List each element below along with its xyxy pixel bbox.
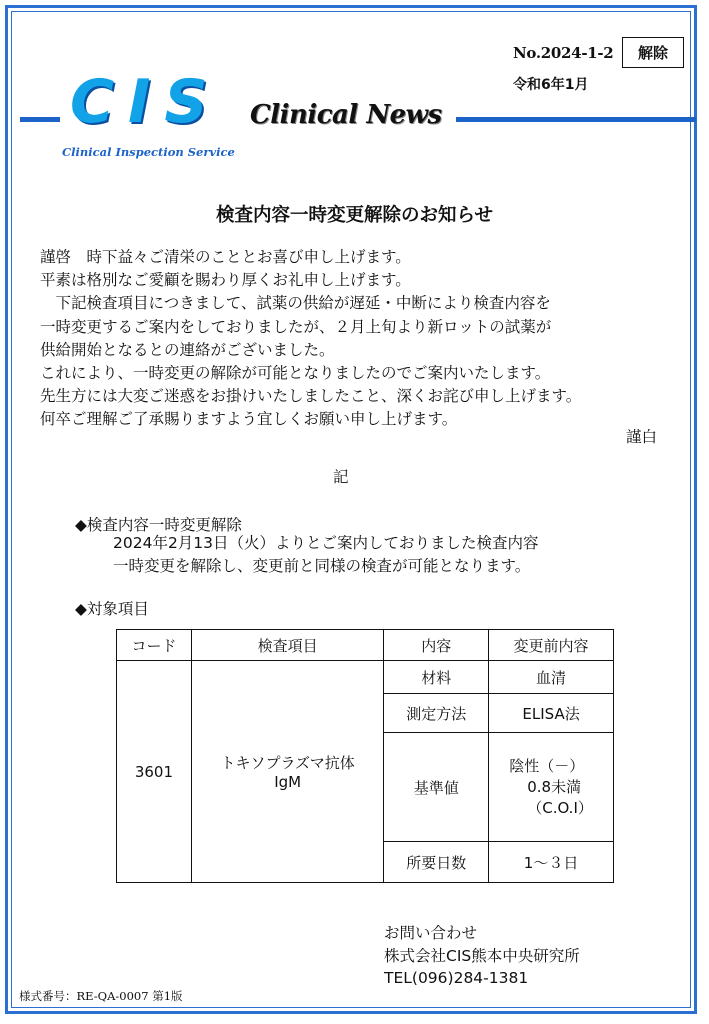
- target-items-table: [116, 629, 614, 883]
- release-line: 2024年2月13日（火）よりとご案内しておりました検査内容: [113, 534, 539, 552]
- cell-value-material: 血清: [489, 661, 614, 694]
- cell-label-material: 材料: [384, 661, 489, 694]
- contact-company: 株式会社CIS熊本中央研究所: [384, 946, 580, 965]
- cell-code: 3601: [117, 661, 192, 883]
- notice-body: [40, 246, 581, 432]
- document-number: No.2024-1-2: [513, 44, 614, 62]
- reference-line: （C.O.I）: [527, 798, 593, 817]
- body-line: 先生方には大変ご迷惑をお掛けいたしましたこと、深くお詫び申し上げます。: [40, 387, 582, 406]
- header-rule-right: [456, 117, 696, 122]
- item-name: トキソプラズマ抗体: [220, 754, 355, 772]
- header-rule-left: [20, 117, 60, 122]
- cell-label-method: 測定方法: [384, 694, 489, 733]
- table-header-row: [117, 630, 614, 661]
- ki-heading: 記: [333, 468, 349, 486]
- body-line: 下記検査項目につきまして、試薬の供給が遅延・中断により検査内容を: [40, 294, 551, 313]
- body-line: 何卒ご理解ご了承賜りますよう宜しくお願い申し上げます。: [40, 410, 458, 429]
- form-number: 様式番号：RE-QA-0007 第1版: [19, 989, 183, 1003]
- cell-label-reference: 基準値: [384, 733, 489, 842]
- cell-value-days: 1～３日: [489, 842, 614, 883]
- column-header-before: 変更前内容: [489, 630, 614, 661]
- newsletter-title: Clinical News: [250, 100, 442, 130]
- table-row: [117, 661, 614, 694]
- document-date: 令和6年1月: [513, 77, 589, 93]
- contact-block: [384, 922, 580, 990]
- body-line: これにより、一時変更の解除が可能となりましたのでご案内いたします。: [40, 364, 551, 383]
- contact-heading: お問い合わせ: [384, 924, 478, 942]
- cis-logo: CIS: [70, 67, 222, 137]
- release-line: 一時変更を解除し、変更前と同様の検査が可能となります。: [113, 556, 531, 575]
- cell-item: [191, 661, 384, 883]
- body-line: 平素は格別なご愛顧を賜わり厚くお礼申し上げます。: [40, 271, 411, 290]
- column-header-item: 検査項目: [191, 630, 384, 661]
- column-header-content: 内容: [384, 630, 489, 661]
- body-line: 供給開始となるとの連絡がございました。: [40, 340, 335, 359]
- contact-tel: TEL(096)284-1381: [384, 969, 529, 987]
- section-heading-items: ◆対象項目: [75, 600, 149, 618]
- reference-line: 陰性（－）: [509, 756, 585, 775]
- cell-value-reference: [489, 733, 614, 842]
- cell-value-method: ELISA法: [489, 694, 614, 733]
- column-header-code: コード: [117, 630, 192, 661]
- closing-word: 謹白: [626, 428, 658, 446]
- cis-logo-subtitle: Clinical Inspection Service: [62, 145, 235, 159]
- reference-line: 0.8未満: [527, 777, 582, 796]
- item-name-sub: IgM: [274, 773, 302, 791]
- section-heading-release: ◆検査内容一時変更解除: [75, 516, 242, 534]
- status-badge: 解除: [622, 37, 684, 68]
- body-line: 一時変更するご案内をしておりましたが、２月上旬より新ロットの試薬が: [40, 317, 552, 336]
- section-release-text: [113, 532, 539, 577]
- notice-title: 検査内容一時変更解除のお知らせ: [216, 205, 493, 226]
- cell-label-days: 所要日数: [384, 842, 489, 883]
- body-line: 謹啓 時下益々ご清栄のこととお喜び申し上げます。: [40, 248, 411, 266]
